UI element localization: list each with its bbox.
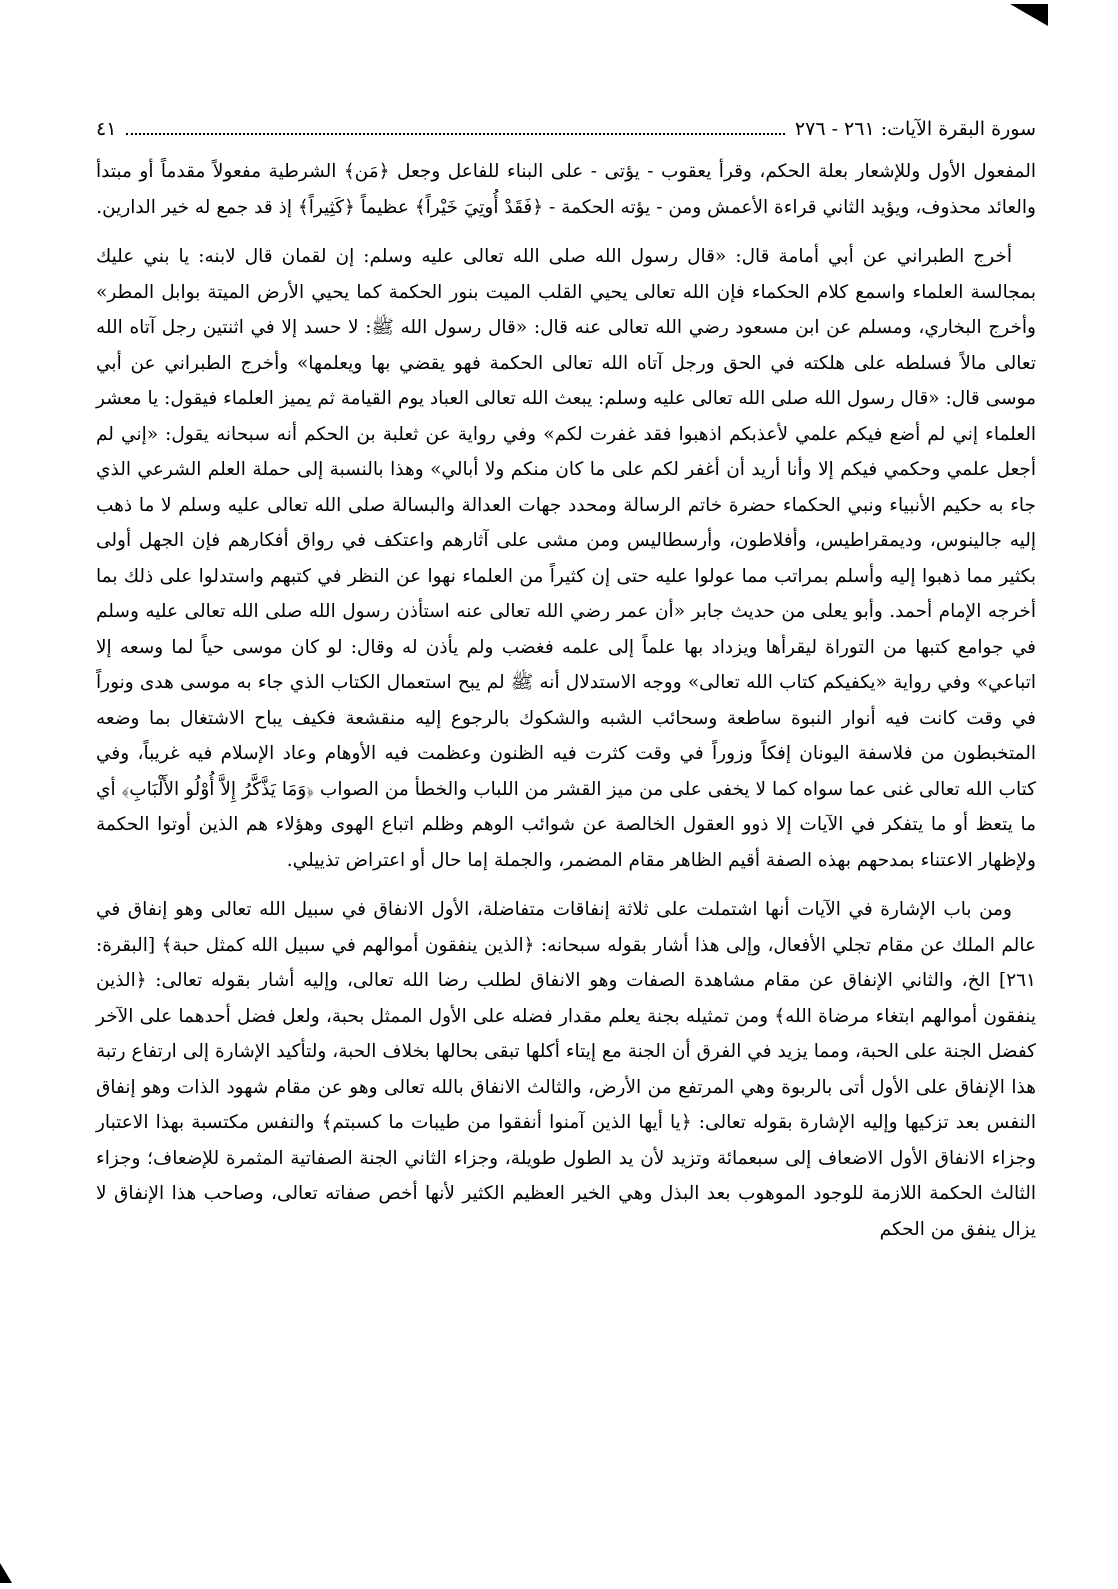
running-header: [96, 118, 1036, 154]
paragraph-ishara: ومن باب الإشارة في الآيات أنها اشتملت على ثلاثة إنفاقات متفاضلة، الأول الانفاق في سبيل الله تعالى وهو إنفاق في عالم الملك عن مقام تجلي الأفعال، وإلى هذا أشار بقوله سبحانه: ﴿الذين ينفقون أموالهم في سبيل الله كمثل حبة﴾ [البقرة: ٢٦١] الخ، والثاني الإنفاق عن مقام مشاهدة الصفات وهو الانفاق لطلب رضا الله تعالى، وإليه أشار بقوله تعالى: ﴿الذين ينفقون أموالهم ابتغاء مرضاة الله﴾ ومن تمثيله بجنة يعلم مقدار فضله على الأول الممثل بحبة، ولعل فضل أحدهما على الآخر كفضل الجنة على الحبة، ومما يزيد في الفرق أن الجنة مع إيتاء أكلها تبقى بحالها بخلاف الحبة، ولتأكيد الإشارة إلى ارتفاع رتبة هذا الإنفاق على الأول أتى بالربوة وهي المرتفع من الأرض، والثالث الانفاق بالله تعالى وهو عن مقام شهود الذات وهو إنفاق النفس بعد تزكيها وإليه الإشارة بقوله تعالى: ﴿يا أيها الذين آمنوا أنفقوا من طيبات ما كسبتم﴾ والنفس مكتسبة بهذا الاعتبار وجزاء الانفاق الأول الاضعاف إلى سبعمائة وتزيد لأن يد الطول طويلة، وجزاء الثاني الجنة الصفاتية المثمرة للإضعاف؛ وجزاء الثالث الحكمة اللازمة للوجود الموهوب بعد البذل وهي الخير العظيم الكثير لأنها أخص صفاته تعالى، وصاحب هذا الإنفاق لا يزال ينفق من الحكم: [96, 899, 1036, 1240]
paragraph-continuation: المفعول الأول وللإشعار بعلة الحكم، وقرأ يعقوب - يؤتى - على البناء للفاعل وجعل ﴿مَن﴾ الشرطية مفعولاً مقدماً أو مبتدأ والعائد محذوف، ويؤيد الثاني قراءة الأعمش ومن - يؤته الحكمة - ﴿فَقَدْ أُوتِيَ خَيْراً﴾ عظيماً ﴿كَثِيراً﴾ إذ قد جمع له خير الدارين.: [96, 161, 1036, 218]
paragraph-hadith: أخرج الطبراني عن أبي أمامة قال: «قال رسول الله صلى الله تعالى عليه وسلم: إن لقمان قال لابنه: يا بني عليك بمجالسة العلماء واسمع كلام الحكماء فإن الله تعالى يحيي القلب الميت بنور الحكمة كما يحيي الأرض الميتة بوابل المطر» وأخرج البخاري، ومسلم عن ابن مسعود رضي الله تعالى عنه قال: «قال رسول الله ﷺ: لا حسد إلا في اثنتين رجل آتاه الله تعالى مالاً فسلطه على هلكته في الحق ورجل آتاه الله تعالى الحكمة فهو يقضي بها ويعلمها» وأخرج الطبراني عن أبي موسى قال: «قال رسول الله صلى الله تعالى عليه وسلم: يبعث الله تعالى العباد يوم القيامة ثم يميز العلماء فيقول: يا معشر العلماء إني لم أضع فيكم علمي لأعذبكم اذهبوا فقد غفرت لكم» وفي رواية عن ثعلبة بن الحكم أنه سبحانه يقول: «إني لم أجعل علمي وحكمي فيكم إلا وأنا أريد أن أغفر لكم على ما كان منكم ولا أبالي» وهذا بالنسبة إلى حملة العلم الشرعي الذي جاء به حكيم الأنبياء ونبي الحكماء حضرة خاتم الرسالة ومحدد جهات العدالة والبسالة صلى الله تعالى عليه وسلم لا ما ذهب إليه جالينوس، وديمقراطيس، وأفلاطون، وأرسطاليس ومن مشى على آثارهم واعتكف في رواق أفكارهم فإن الجهل أولى بكثير مما ذهبوا إليه وأسلم بمراتب مما عولوا عليه حتى إن كثيراً من العلماء نهوا عن النظر في كتبهم واستدلوا على ذلك بما أخرجه الإمام أحمد. وأبو يعلى من حديث جابر «أن عمر رضي الله تعالى عنه استأذن رسول الله صلى الله تعالى عليه وسلم في جوامع كتبها من التوراة ليقرأها ويزداد بها علماً إلى علمه فغضب ولم يأذن له وقال: لو كان موسى حياً لما وسعه إلا اتباعي» وفي رواية «يكفيكم كتاب الله تعالى» ووجه الاستدلال أنه ﷺ لم يبح استعمال الكتاب الذي جاء به موسى هدى ونوراً في وقت كانت فيه أنوار النبوة ساطعة وسحائب الشبه والشكوك بالرجوع إليه منقشعة فكيف يباح الاشتغال بما وضعه المتخبطون من فلاسفة اليونان إفكاً وزوراً في وقت كثرت فيه الظنون وعظمت فيه الأوهام وعاد الإسلام فيه غريباً، وفي كتاب الله تعالى غنى عما سواه كما لا يخفى على من ميز القشر من اللباب والخطأ من الصواب ﴿وَمَا يَذَّكَّرُ إِلاَّ أُوْلُو الأَلْبَابِ﴾ أي ما يتعظ أو ما يتفكر في الآيات إلا ذوو العقول الخالصة عن شوائب الوهم وظلم اتباع الهوى وهؤلاء هم الذين أوتوا الحكمة ولإظهار الاعتناء بمدحهم بهذه الصفة أقيم الظاهر مقام المضمر، والجملة إما حال أو اعتراض تذييلي.: [96, 246, 1036, 871]
page: [96, 118, 1036, 1247]
page-number: ٤١: [96, 118, 117, 140]
scan-corner-mark: [1010, 4, 1048, 26]
surah-title: سورة البقرة الآيات: ٢٦١ - ٢٧٦: [794, 118, 1036, 140]
scan-corner-mark-bottom: [0, 1563, 12, 1583]
header-leader-dots: [126, 121, 785, 135]
